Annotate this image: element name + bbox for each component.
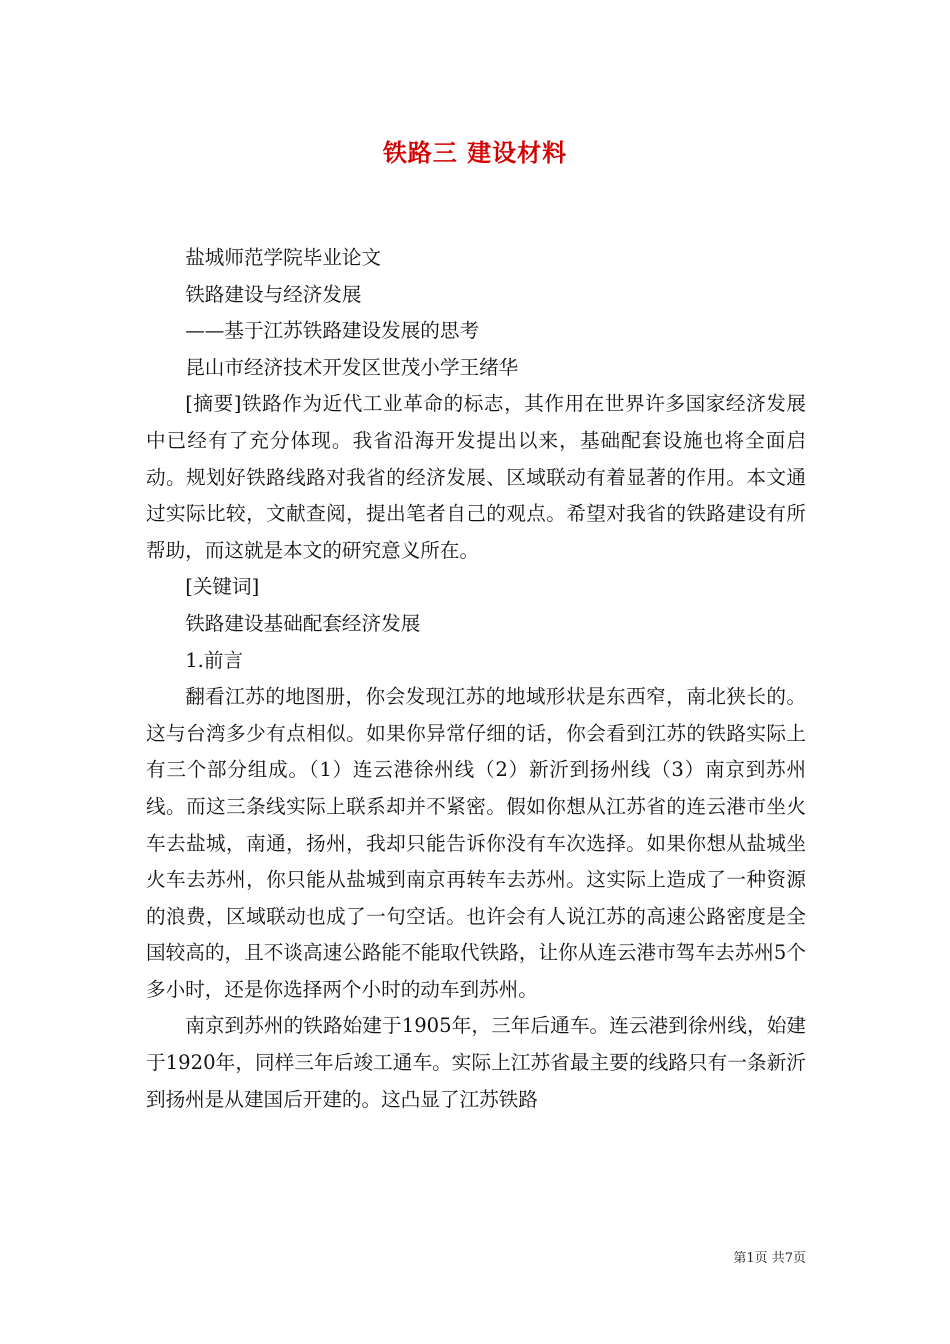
body-text [146, 240, 806, 1118]
paragraph: 铁路建设与经济发展 [185, 282, 362, 306]
paragraph: 铁路建设基础配套经济发展 [185, 611, 421, 635]
paragraph: ——基于江苏铁路建设发展的思考 [185, 319, 480, 343]
paragraph: 1.前言 [185, 648, 244, 672]
page-title: 铁路三 建设材料 [382, 138, 568, 167]
page-number: 第1页 共7页 [733, 1251, 806, 1266]
paragraph: [摘要]铁路作为近代工业革命的标志，其作用在世界许多国家经济发展中已经有了充分体现。我省沿海开发提出以来，基础配套设施也将全面启动。规划好铁路线路对我省的经济发展、区域联动有着显著的作用。本文通过实际比较，文献查阅，提出笔者自己的观点。希望对我省的铁路建设有所帮助，而这就是本文的研究意义所在。 [146, 392, 806, 562]
paragraph: 南京到苏州的铁路始建于1905年，三年后通车。连云港到徐州线，始建于1920年，同样三年后竣工通车。实际上江苏省最主要的线路只有一条新沂到扬州是从建国后开建的。这凸显了江苏铁路 [146, 1014, 806, 1111]
paragraph: 盐城师范学院毕业论文 [185, 246, 382, 269]
paragraph: 翻看江苏的地图册，你会发现江苏的地域形状是东西窄，南北狭长的。这与台湾多少有点相似。如果你异常仔细的话，你会看到江苏的铁路实际上有三个部分组成。（1）连云港徐州线（2）新沂到扬州线（3）南京到苏州线。而这三条线实际上联系却并不紧密。假如你想从江苏省的连云港市坐火车去盐城，南通，扬州，我却只能告诉你没有车次选择。如果你想从盐城坐火车去苏州，你只能从盐城到南京再转车去苏州。这实际上造成了一种资源的浪费，区域联动也成了一句空话。也许会有人说江苏的高速公路密度是全国较高的，且不谈高速公路能不能取代铁路，让你从连云港市驾车去苏州5个多小时，还是你选择两个小时的动车到苏州。 [146, 685, 806, 1001]
paragraph: [关键词] [185, 575, 260, 599]
paragraph: 昆山市经济技术开发区世茂小学王绪华 [185, 355, 519, 379]
